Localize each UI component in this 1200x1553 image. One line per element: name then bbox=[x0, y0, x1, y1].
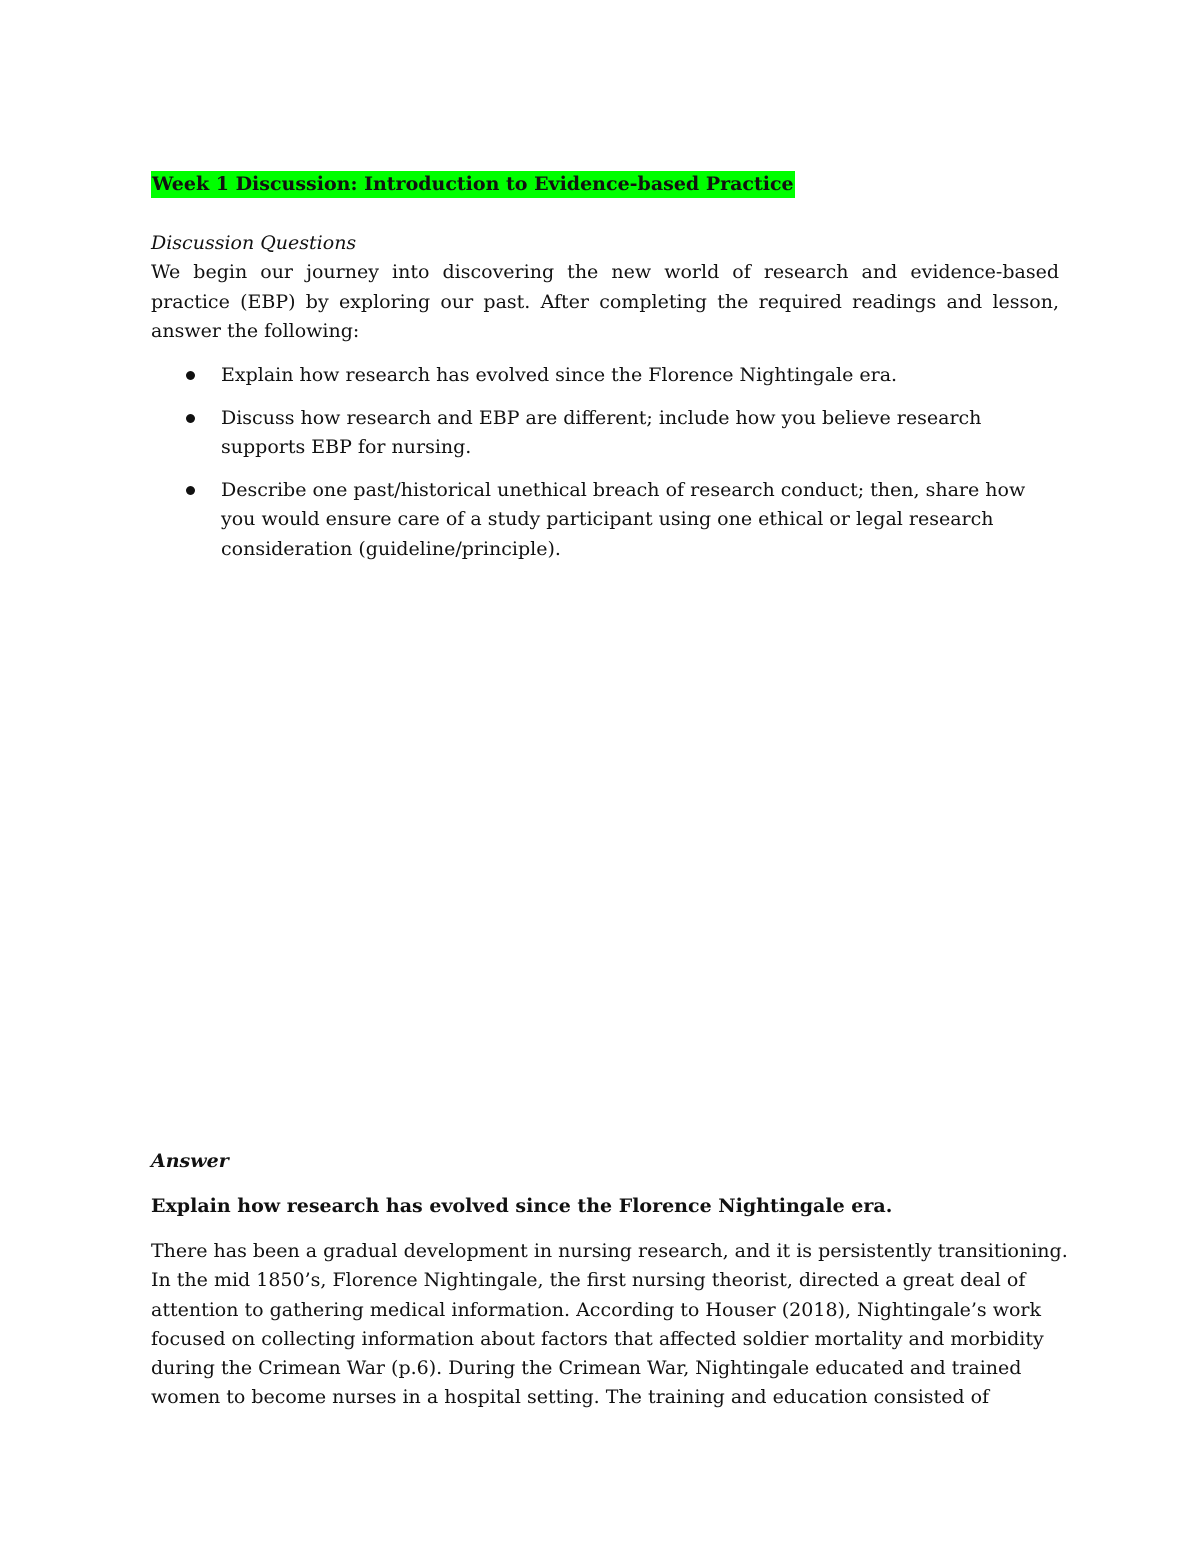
list-item bbox=[151, 476, 1051, 565]
answer-line: attention to gathering medical information. According to Houser (2018), Nightingale’s work bbox=[151, 1298, 1042, 1321]
bullet-icon bbox=[186, 486, 195, 495]
list-item bbox=[151, 404, 1051, 463]
question-text: Discuss how research and EBP are different; include how you believe research supports EBP for nursing. bbox=[221, 406, 982, 458]
answer-line: women to become nurses in a hospital setting. The training and education consisted of bbox=[151, 1386, 990, 1409]
question-text: Describe one past/historical unethical breach of research conduct; then, share how you would ensure care of a study participant using one ethical or legal research consideration (guideline/principle). bbox=[221, 478, 1026, 560]
bullet-icon bbox=[186, 371, 195, 380]
answer-label: Answer bbox=[151, 1150, 229, 1172]
answer-line: There has been a gradual development in nursing research, and it is persistently transitioning. bbox=[151, 1240, 1068, 1262]
answer-line: In the mid 1850’s, Florence Nightingale, the first nursing theorist, directed a great deal of bbox=[151, 1269, 1026, 1292]
answer-line: focused on collecting information about factors that affected soldier mortality and morbidity bbox=[151, 1327, 1044, 1350]
intro-paragraph: We begin our journey into discovering the new world of research and evidence-based practice (EBP) by exploring our past. After completing the required readings and lesson, answer the following: bbox=[151, 261, 1059, 342]
question-list bbox=[151, 361, 1051, 577]
answer-line: during the Crimean War (p.6). During the Crimean War, Nightingale educated and trained bbox=[151, 1357, 1022, 1380]
bullet-icon bbox=[186, 414, 195, 423]
document-title: Week 1 Discussion: Introduction to Evidence-based Practice bbox=[151, 171, 795, 198]
answer-paragraph bbox=[151, 1237, 1068, 1413]
list-item bbox=[151, 361, 1051, 391]
question-text: Explain how research has evolved since the Florence Nightingale era. bbox=[221, 364, 898, 386]
answer-heading: Explain how research has evolved since the Florence Nightingale era. bbox=[151, 1195, 893, 1217]
discussion-questions-label: Discussion Questions bbox=[151, 232, 357, 254]
title-block bbox=[151, 171, 795, 198]
